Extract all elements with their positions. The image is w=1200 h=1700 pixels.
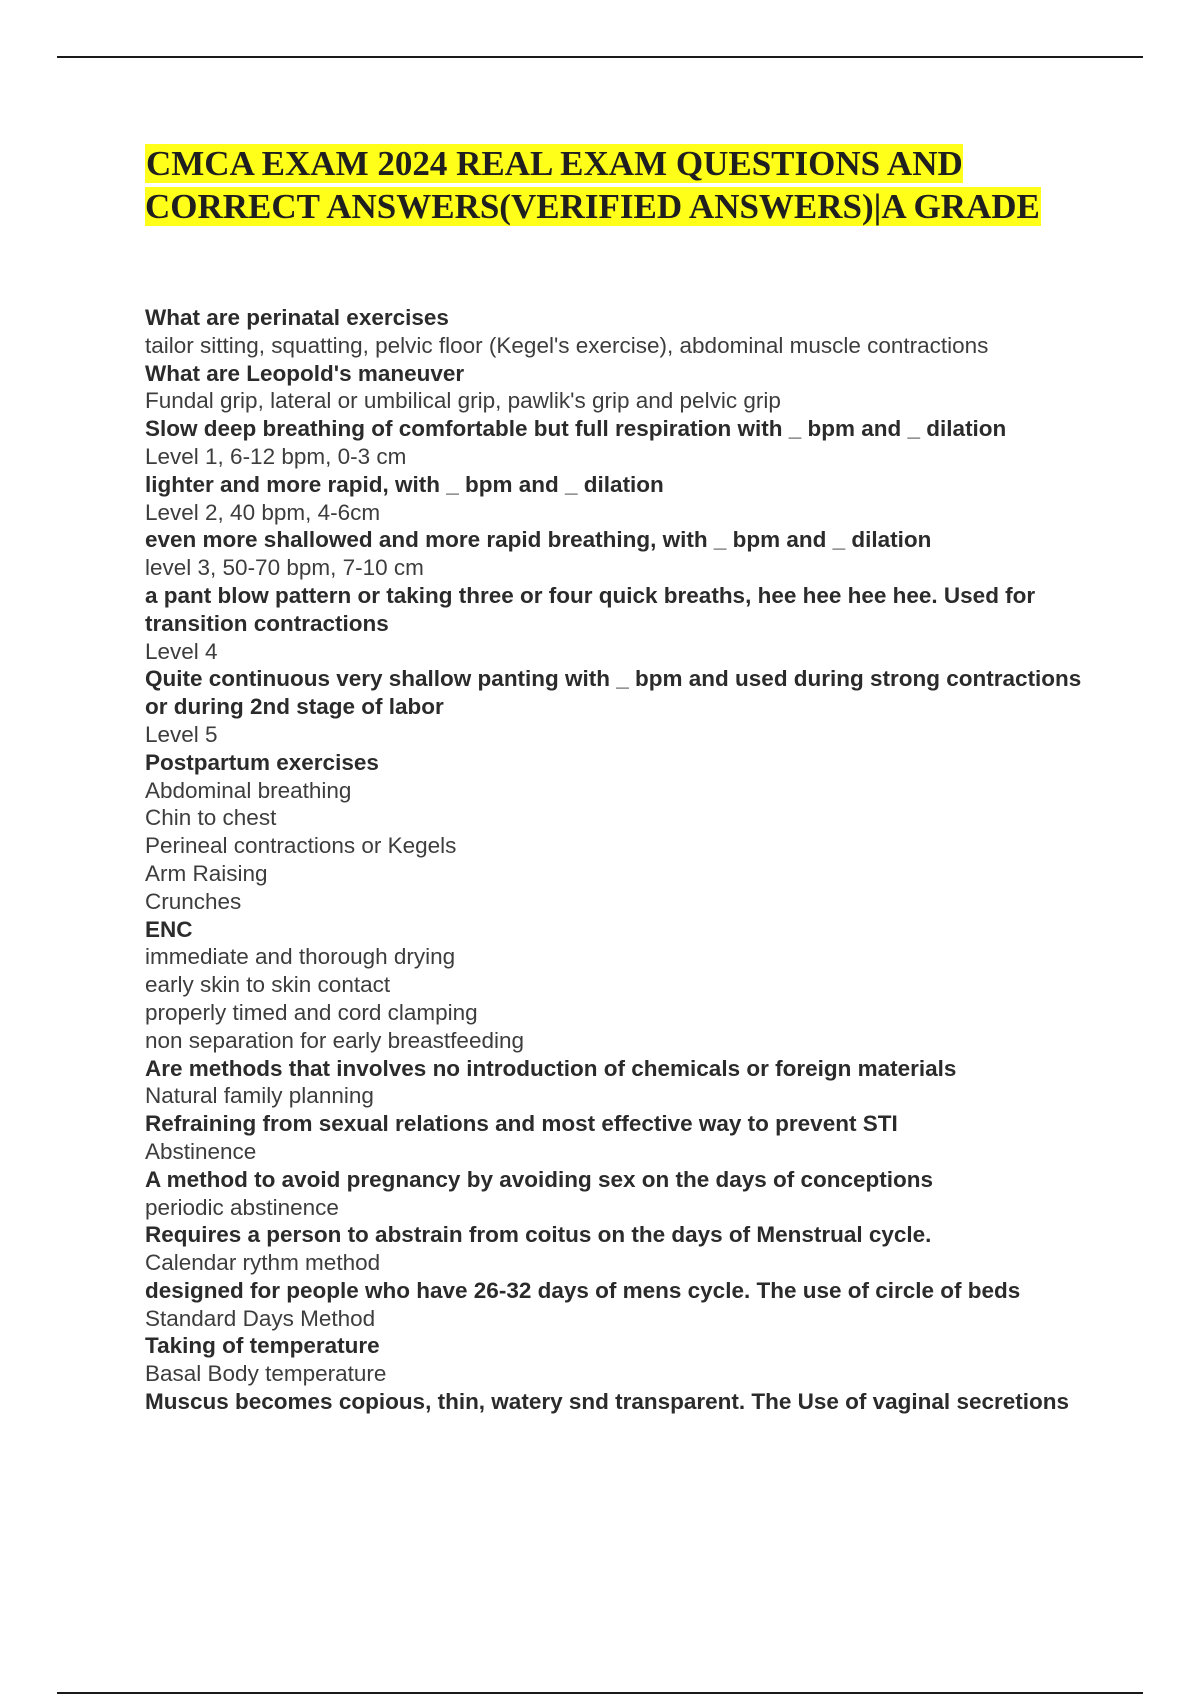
answer-text: immediate and thorough drying [145,944,456,970]
question-text: Taking of temperature [145,1333,380,1359]
answer-text: Basal Body temperature [145,1361,387,1387]
question-text: Postpartum exercises [145,749,379,775]
document-title [145,143,1045,228]
answer-text: Calendar rythm method [145,1250,381,1276]
answer-text: level 3, 50-70 bpm, 7-10 cm [145,555,424,581]
question-text: lighter and more rapid, with _ bpm and _ dilation [145,471,664,497]
answer-text: Abdominal breathing [145,777,352,803]
answer-text: Perineal contractions or Kegels [145,833,457,859]
answer-text: tailor sitting, squatting, pelvic floor (Kegel's exercise), abdominal muscle contractions [145,332,989,358]
answer-text: Natural family planning [145,1083,374,1109]
qa-list [145,304,1105,1416]
title-highlight: CMCA EXAM 2024 REAL EXAM QUESTIONS AND CORRECT ANSWERS(VERIFIED ANSWERS)|A GRADE [145,144,1040,226]
answer-text: Abstinence [145,1138,257,1164]
question-text: Slow deep breathing of comfortable but full respiration with _ bpm and _ dilation [145,416,1007,442]
answer-text: Chin to chest [145,805,277,831]
answer-text: early skin to skin contact [145,972,391,998]
answer-text: periodic abstinence [145,1194,339,1220]
question-text: Refraining from sexual relations and most effective way to prevent STI [145,1111,898,1137]
answer-text: Level 1, 6-12 bpm, 0-3 cm [145,443,407,469]
question-text: What are perinatal exercises [145,305,449,330]
question-text: ENC [145,916,193,942]
question-text: Muscus becomes copious, thin, watery snd transparent. The Use of vaginal secretions [145,1389,1069,1415]
answer-text: Arm Raising [145,860,268,886]
answer-text: non separation for early breastfeeding [145,1027,524,1053]
answer-text: properly timed and cord clamping [145,999,478,1025]
question-text: What are Leopold's maneuver [145,360,465,386]
answer-text: Standard Days Method [145,1305,376,1331]
question-text: A method to avoid pregnancy by avoiding sex on the days of conceptions [145,1166,934,1192]
answer-text: Level 5 [145,721,218,747]
question-text: Requires a person to abstrain from coitus on the days of Menstrual cycle. [145,1222,932,1248]
answer-text: Fundal grip, lateral or umbilical grip, pawlik's grip and pelvic grip [145,388,781,414]
question-text: even more shallowed and more rapid breathing, with _ bpm and _ dilation [145,527,932,553]
question-text: a pant blow pattern or taking three or four quick breaths, hee hee hee hee. Used for transition contractions [145,582,1036,636]
answer-text: Level 2, 40 bpm, 4-6cm [145,499,381,525]
top-rule [57,56,1143,58]
bottom-rule [57,1692,1143,1694]
question-text: Quite continuous very shallow panting with _ bpm and used during strong contractions or during 2nd stage of labor [145,666,1082,720]
question-text: Are methods that involves no introduction of chemicals or foreign materials [145,1055,957,1081]
answer-text: Crunches [145,888,242,914]
question-text: designed for people who have 26-32 days of mens cycle. The use of circle of beds [145,1277,1021,1303]
answer-text: Level 4 [145,638,218,664]
